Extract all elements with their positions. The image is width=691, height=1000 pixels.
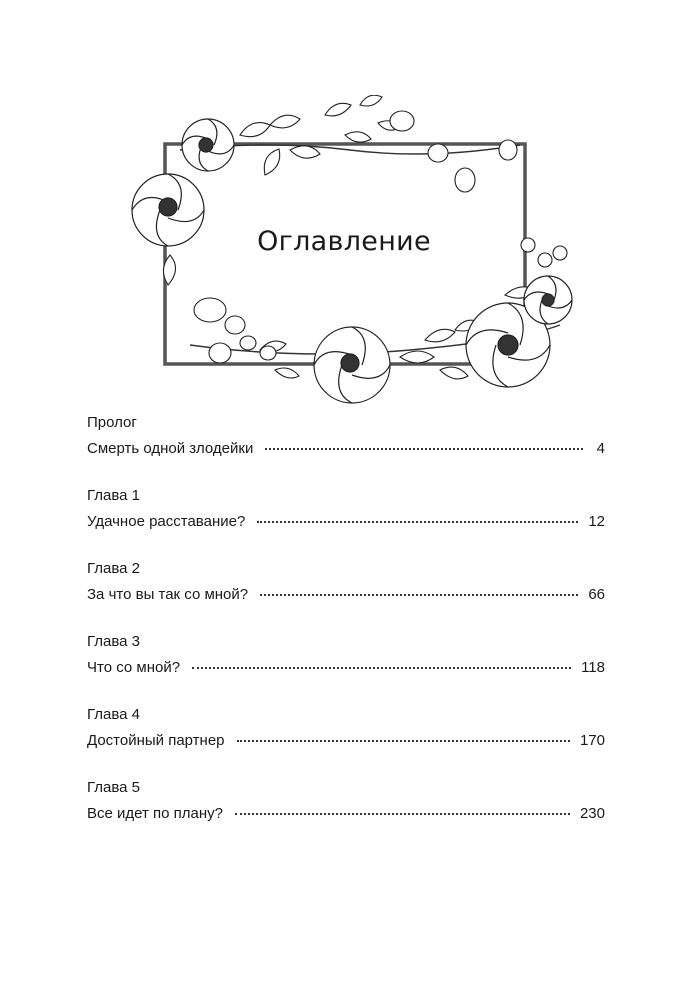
toc-entry-chapter-5[interactable] <box>87 775 605 848</box>
chapter-title[interactable]: За что вы так со мной? <box>87 586 249 603</box>
toc-entry-prologue[interactable] <box>87 410 605 483</box>
toc-line[interactable] <box>87 802 605 824</box>
dot-leader <box>237 726 570 742</box>
toc-entry-chapter-1[interactable] <box>87 483 605 556</box>
page-number: 230 <box>579 805 605 822</box>
chapter-title[interactable]: Смерть одной злодейки <box>87 440 254 457</box>
page-number: 170 <box>579 732 605 749</box>
toc-entry-chapter-3[interactable] <box>87 629 605 702</box>
toc-entry-chapter-2[interactable] <box>87 556 605 629</box>
toc-line[interactable] <box>87 656 605 678</box>
chapter-title[interactable]: Удачное расставание? <box>87 513 246 530</box>
chapter-label: Глава 4 <box>87 706 141 723</box>
chapter-title[interactable]: Все идет по плану? <box>87 805 224 822</box>
toc-line[interactable] <box>87 510 605 532</box>
toc-entry-chapter-4[interactable] <box>87 702 605 775</box>
chapter-title[interactable]: Достойный партнер <box>87 732 225 749</box>
page-number: 66 <box>588 586 605 603</box>
chapter-title[interactable]: Что со мной? <box>87 659 181 676</box>
chapter-label: Глава 2 <box>87 560 141 577</box>
toc-line[interactable] <box>87 583 605 605</box>
dot-leader <box>265 434 583 450</box>
dot-leader <box>192 653 571 669</box>
dot-leader <box>235 799 570 815</box>
chapter-label: Глава 1 <box>87 487 141 504</box>
dot-leader <box>257 507 578 523</box>
page-number: 118 <box>581 659 605 676</box>
chapter-label: Глава 3 <box>87 633 141 650</box>
dot-leader <box>260 580 578 596</box>
page-title: Оглавление <box>257 226 431 257</box>
table-of-contents <box>87 410 605 848</box>
chapter-label: Пролог <box>87 414 137 431</box>
toc-line[interactable] <box>87 729 605 751</box>
chapter-label: Глава 5 <box>87 779 141 796</box>
page-number: 12 <box>588 513 605 530</box>
toc-line[interactable] <box>87 437 605 459</box>
page-number: 4 <box>596 440 605 457</box>
